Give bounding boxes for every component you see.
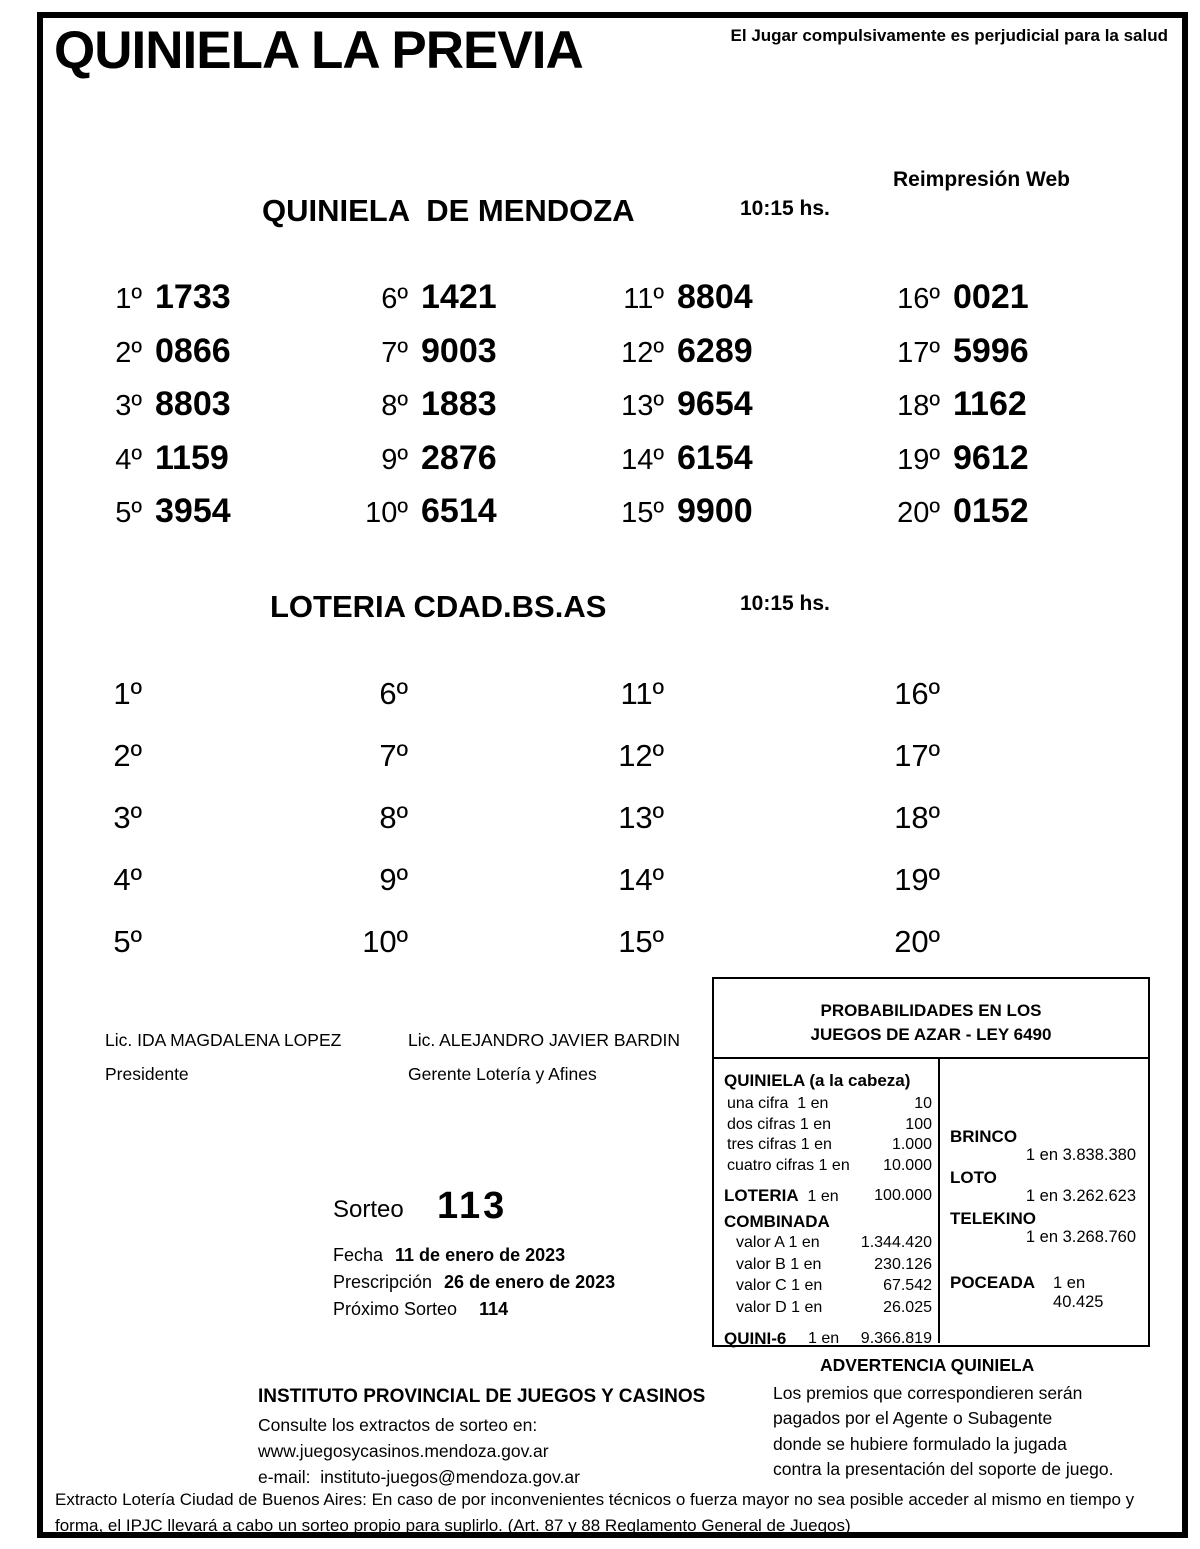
- result-position: 18º: [897, 390, 940, 422]
- position-cell: [88, 676, 142, 738]
- result-cell: [610, 278, 753, 332]
- result-number: 1421: [421, 278, 497, 316]
- result-number: 8803: [155, 385, 231, 423]
- result-position: 4º: [115, 443, 142, 476]
- position-cell: [354, 738, 408, 800]
- proximo-sorteo-label: Próximo Sorteo: [333, 1299, 458, 1319]
- position-cell: [88, 800, 142, 862]
- position-label: 19º: [894, 862, 940, 897]
- result-cell: [88, 332, 231, 386]
- result-position: 19º: [897, 443, 940, 476]
- result-cell: [354, 278, 497, 332]
- fecha-label: Fecha: [333, 1245, 384, 1265]
- advertencia-line: contra la presentación del soporte de juego.: [773, 1458, 1114, 1479]
- prescripcion-label: Prescripción: [333, 1272, 433, 1292]
- combinada-label: valor D 1 en: [736, 1298, 823, 1316]
- advertencia-title: ADVERTENCIA QUINIELA: [820, 1355, 1035, 1375]
- advertencia-line: Los premios que correspondieren serán: [773, 1383, 1083, 1403]
- probabilities-title-line1: PROBABILIDADES EN LOS: [820, 1001, 1042, 1020]
- prescripcion-value: 26 de enero de 2023: [444, 1272, 616, 1292]
- result-cell: [886, 385, 1029, 439]
- loteria-row: [724, 1185, 932, 1207]
- poceada-label: POCEADA: [950, 1273, 1036, 1292]
- position-label: 20º: [894, 924, 940, 959]
- page-title: QUINIELA LA PREVIA: [54, 21, 583, 80]
- reprint-label: Reimpresión Web: [893, 168, 1070, 191]
- sorteo-number: 113: [437, 1185, 508, 1227]
- quini6-mid: 1 en: [808, 1330, 840, 1347]
- position-cell: [610, 738, 664, 800]
- position-cell: [354, 800, 408, 862]
- bsas-positions-column-3: [610, 676, 664, 986]
- mendoza-results-column-3: [610, 278, 753, 546]
- position-cell: [886, 676, 940, 738]
- position-cell: [610, 862, 664, 924]
- position-label: 17º: [894, 738, 940, 773]
- result-position: 10º: [365, 497, 408, 529]
- result-number: 6514: [421, 492, 497, 530]
- loteria-label: LOTERIA: [724, 1186, 799, 1205]
- combinada-header: COMBINADA: [724, 1212, 830, 1231]
- quini6-label: QUINI-6: [724, 1329, 787, 1348]
- bsas-draw-time: 10:15 hs.: [740, 592, 830, 615]
- signature-manager-role: Gerente Lotería y Afines: [408, 1064, 597, 1084]
- result-number: 5996: [953, 331, 1029, 370]
- proximo-sorteo-row: [333, 1299, 508, 1320]
- probability-value: 10.000: [883, 1156, 932, 1174]
- probabilities-left-column: [714, 1059, 940, 1348]
- result-position: 20º: [897, 497, 940, 529]
- signature-manager-name: Lic. ALEJANDRO JAVIER BARDIN: [408, 1030, 680, 1050]
- result-position: 15º: [621, 497, 664, 529]
- health-warning: El Jugar compulsivamente es perjudicial para la salud: [730, 26, 1168, 45]
- brinco-label: BRINCO: [950, 1127, 1018, 1146]
- position-label: 1º: [113, 676, 142, 711]
- position-label: 9º: [379, 862, 408, 897]
- bsas-positions-column-1: [88, 676, 142, 986]
- result-number: 9003: [421, 331, 497, 370]
- result-number: 1159: [155, 438, 229, 477]
- result-cell: [354, 385, 497, 439]
- advertencia-text: [773, 1381, 1114, 1482]
- probability-row: [724, 1094, 932, 1115]
- position-label: 15º: [618, 924, 664, 959]
- instituto-info: [258, 1412, 580, 1490]
- position-label: 7º: [379, 738, 408, 773]
- position-cell: [354, 862, 408, 924]
- position-cell: [610, 924, 664, 986]
- result-number: 2876: [421, 438, 497, 477]
- result-position: 9º: [381, 443, 408, 476]
- result-number: 3954: [155, 492, 231, 530]
- mendoza-results-column-2: [354, 278, 497, 546]
- quiniela-header: QUINIELA (a la cabeza): [724, 1071, 911, 1090]
- quini6-row: [724, 1328, 932, 1349]
- result-cell: [886, 278, 1029, 332]
- footer-line: Extracto Lotería Ciudad de Buenos Aires: En caso de por inconvenientes técnicos o fuerza mayor no sea posible acceder al mismo en tiempo y: [55, 1490, 1135, 1509]
- result-position: 2º: [115, 336, 142, 369]
- advertencia-line: pagados por el Agente o Subagente: [773, 1408, 1053, 1429]
- result-position: 7º: [381, 336, 408, 369]
- mendoza-draw-time: 10:15 hs.: [740, 197, 830, 220]
- signature-president-role: Presidente: [105, 1064, 189, 1084]
- result-position: 16º: [897, 283, 940, 315]
- result-number: 9654: [677, 385, 753, 423]
- position-cell: [88, 862, 142, 924]
- fecha-row: [333, 1245, 565, 1266]
- result-cell: [610, 492, 753, 546]
- result-cell: [886, 332, 1029, 386]
- probability-row: [724, 1156, 932, 1177]
- loto-value: 1 en 3.262.623: [1025, 1187, 1136, 1205]
- position-label: 6º: [379, 676, 408, 711]
- bsas-positions-column-4: [886, 676, 940, 986]
- probability-value: 100: [905, 1115, 932, 1133]
- result-position: 8º: [381, 390, 408, 422]
- position-cell: [354, 924, 408, 986]
- position-label: 16º: [894, 676, 940, 711]
- mendoza-results-column-4: [886, 278, 1029, 546]
- result-cell: [88, 439, 231, 493]
- advertencia-line: donde se hubiere formulado la jugada: [773, 1433, 1067, 1454]
- footer-note: [55, 1487, 1180, 1538]
- mendoza-section-title: QUINIELA DE MENDOZA: [262, 193, 635, 228]
- position-label: 10º: [362, 924, 408, 959]
- combinada-value: 67.542: [883, 1277, 932, 1294]
- mendoza-results-column-1: [88, 278, 231, 546]
- position-cell: [886, 738, 940, 800]
- result-cell: [610, 385, 753, 439]
- combinada-value: 1.344.420: [860, 1234, 932, 1251]
- instituto-title: INSTITUTO PROVINCIAL DE JUEGOS Y CASINOS: [258, 1386, 706, 1407]
- combinada-label: valor B 1 en: [736, 1255, 822, 1273]
- result-cell: [354, 332, 497, 386]
- result-cell: [88, 492, 231, 546]
- result-position: 5º: [115, 497, 142, 529]
- probability-label: dos cifras 1 en: [727, 1115, 832, 1133]
- result-position: 12º: [621, 336, 664, 369]
- position-label: 5º: [113, 924, 142, 959]
- probability-row: [724, 1115, 932, 1136]
- combinada-row: [724, 1254, 932, 1276]
- result-cell: [354, 439, 497, 493]
- brinco-value: 1 en 3.838.380: [1025, 1146, 1136, 1164]
- position-label: 12º: [618, 738, 664, 773]
- result-cell: [88, 278, 231, 332]
- result-number: 1883: [421, 385, 497, 423]
- combinada-label: valor A 1 en: [736, 1234, 820, 1251]
- footer-line: forma, el IPJC llevará a cabo un sorteo propio para suplirlo. (Art. 87 y 88 Reglamento General de Juegos): [55, 1515, 851, 1535]
- probability-value: 10: [914, 1095, 932, 1112]
- poceada-row: [950, 1273, 1138, 1312]
- result-number: 8804: [677, 278, 753, 316]
- combinada-value: 26.025: [883, 1298, 932, 1316]
- position-cell: [886, 800, 940, 862]
- loteria-mid: 1 en: [807, 1188, 839, 1205]
- result-number: 1733: [155, 278, 231, 316]
- result-cell: [610, 439, 753, 493]
- bsas-positions-column-2: [354, 676, 408, 986]
- position-label: 18º: [894, 800, 940, 835]
- result-position: 1º: [115, 283, 142, 315]
- result-number: 9900: [677, 492, 753, 530]
- probability-value: 1.000: [891, 1136, 932, 1153]
- result-position: 6º: [381, 283, 408, 315]
- combinada-row: [724, 1297, 932, 1319]
- position-cell: [610, 676, 664, 738]
- result-position: 14º: [621, 443, 664, 476]
- result-number: 6154: [677, 438, 753, 477]
- result-number: 0021: [953, 278, 1029, 316]
- position-label: 13º: [618, 800, 664, 835]
- probabilities-title: [714, 979, 1148, 1059]
- position-cell: [88, 924, 142, 986]
- result-cell: [886, 439, 1029, 493]
- probability-label: cuatro cifras 1 en: [727, 1156, 850, 1174]
- result-cell: [354, 492, 497, 546]
- result-number: 0152: [953, 492, 1029, 530]
- position-cell: [88, 738, 142, 800]
- result-position: 11º: [623, 283, 664, 315]
- position-cell: [354, 676, 408, 738]
- position-cell: [886, 862, 940, 924]
- result-position: 17º: [897, 336, 940, 369]
- probability-row: [724, 1135, 932, 1156]
- loto-label: LOTO: [950, 1168, 997, 1187]
- result-position: 13º: [621, 390, 664, 422]
- signature-president-name: Lic. IDA MAGDALENA LOPEZ: [105, 1030, 342, 1050]
- result-number: 6289: [677, 331, 753, 370]
- result-number: 9612: [953, 438, 1029, 477]
- combinada-label: valor C 1 en: [736, 1277, 823, 1294]
- telekino-value: 1 en 3.268.760: [1025, 1228, 1136, 1246]
- fecha-value: 11 de enero de 2023: [395, 1245, 566, 1265]
- combinada-row: [724, 1232, 932, 1254]
- instituto-email: e-mail: instituto-juegos@mendoza.gov.ar: [258, 1467, 580, 1487]
- quini6-value: 9.366.819: [860, 1330, 932, 1347]
- position-cell: [610, 800, 664, 862]
- proximo-sorteo-value: 114: [479, 1299, 509, 1319]
- result-cell: [886, 492, 1029, 546]
- bsas-section-title: LOTERIA CDAD.BS.AS: [270, 589, 607, 624]
- result-cell: [88, 385, 231, 439]
- probabilities-title-line2: JUEGOS DE AZAR - LEY 6490: [810, 1025, 1052, 1044]
- probability-label: tres cifras 1 en: [727, 1136, 832, 1153]
- sorteo-label: Sorteo: [333, 1196, 404, 1223]
- prescripcion-row: [333, 1272, 615, 1293]
- position-label: 2º: [113, 738, 142, 773]
- position-label: 14º: [618, 862, 664, 897]
- telekino-label: TELEKINO: [950, 1209, 1036, 1228]
- loteria-value: 100.000: [874, 1187, 932, 1204]
- combinada-row: [724, 1275, 932, 1297]
- result-number: 1162: [953, 385, 1027, 423]
- probabilities-box: [712, 977, 1150, 1347]
- poceada-value: 1 en 40.425: [1053, 1274, 1104, 1311]
- position-label: 3º: [113, 800, 142, 835]
- result-cell: [610, 332, 753, 386]
- position-label: 4º: [113, 862, 142, 897]
- instituto-website: www.juegosycasinos.mendoza.gov.ar: [258, 1441, 549, 1461]
- instituto-consulte-line: Consulte los extractos de sorteo en:: [258, 1415, 538, 1435]
- position-label: 11º: [620, 676, 664, 711]
- probabilities-body: [714, 1059, 1148, 1348]
- result-position: 3º: [115, 390, 142, 422]
- position-label: 8º: [379, 800, 408, 835]
- probability-label: una cifra 1 en: [727, 1095, 829, 1112]
- result-number: 0866: [155, 331, 231, 370]
- combinada-value: 230.126: [874, 1255, 932, 1273]
- probabilities-right-column: [940, 1059, 1148, 1343]
